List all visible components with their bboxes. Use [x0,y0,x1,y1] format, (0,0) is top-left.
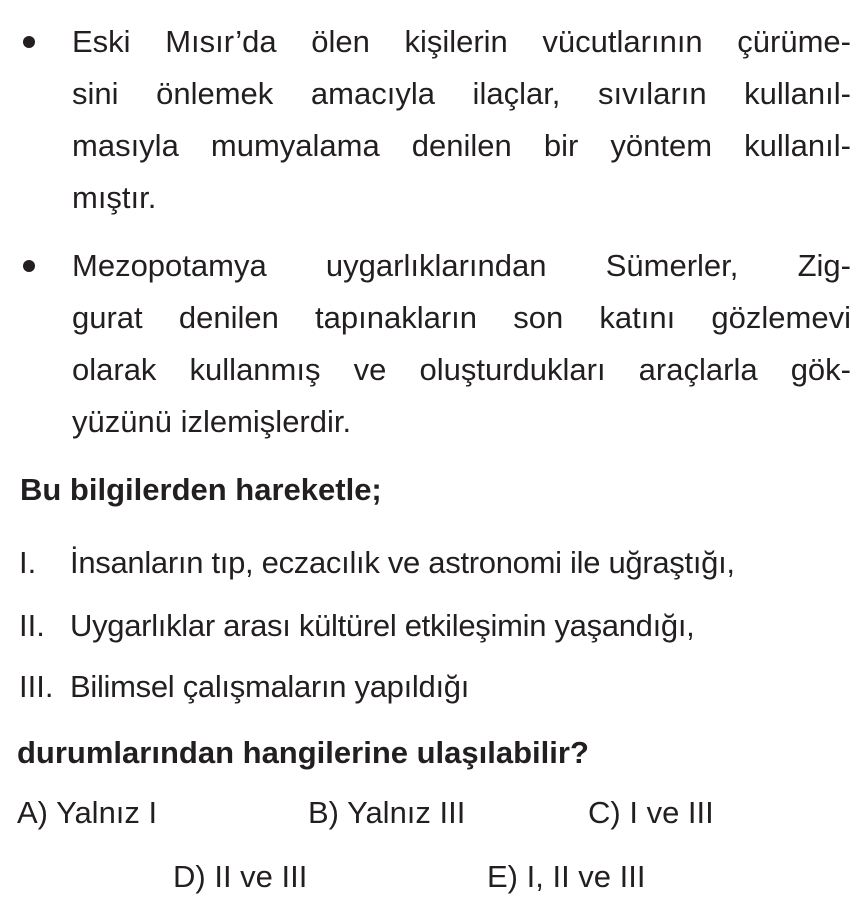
option-letter: E) [487,859,518,894]
statement-item-3 [0,661,866,713]
option-letter: A) [17,795,48,830]
statement-text: Uygarlıklar arası kültürel etkileşimin yaşandığı, [70,608,695,643]
question-prompt: durumlarından hangilerine ulaşılabilir? [17,735,589,770]
bullet-line: yüzünü izlemişlerdir. [72,404,352,439]
statement-numeral: III. [19,669,54,704]
bullet-line: gurat denilen tapınakların son katını gözlemevi [72,300,851,335]
bullet-line: Mezopotamya uygarlıklarından Sümerler, Zig- [72,248,851,283]
option-a[interactable] [17,787,157,839]
option-c[interactable] [588,787,714,839]
bullet-line: Eski Mısır’da ölen kişilerin vücutlarının çürüme- [72,24,851,59]
bullet-item [0,16,866,224]
statement-item-2 [0,600,866,652]
bullet-icon [23,36,35,48]
lead-heading: Bu bilgilerden hareketle; [20,472,382,507]
option-letter: C) [588,795,621,830]
option-text: Yalnız I [56,795,158,830]
option-d[interactable] [173,851,307,903]
bullet-icon [23,260,35,272]
statement-text: İnsanların tıp, eczacılık ve astronomi ile uğraştığı, [70,545,735,580]
option-text: II ve III [214,859,308,894]
options-row-2 [0,851,866,903]
option-letter: D) [173,859,206,894]
statement-list [0,537,866,713]
options-row-1 [0,787,866,839]
statement-numeral: II. [19,608,45,643]
option-letter: B) [308,795,339,830]
statement-text: Bilimsel çalışmaların yapıldığı [70,669,470,704]
bullet-item [0,240,866,448]
bullet-line: mıştır. [72,180,157,215]
option-b[interactable] [308,787,465,839]
bullet-line: sini önlemek amacıyla ilaçlar, sıvıların kullanıl- [72,76,851,111]
option-text: I, II ve III [526,859,646,894]
option-text: I ve III [629,795,714,830]
statement-numeral: I. [19,545,37,580]
option-text: Yalnız III [347,795,466,830]
option-e[interactable] [487,851,646,903]
bullet-line: olarak kullanmış ve oluşturdukları araçlarla gök- [72,352,851,387]
bullet-line: masıyla mumyalama denilen bir yöntem kullanıl- [72,128,851,163]
statement-item-1 [0,537,866,589]
